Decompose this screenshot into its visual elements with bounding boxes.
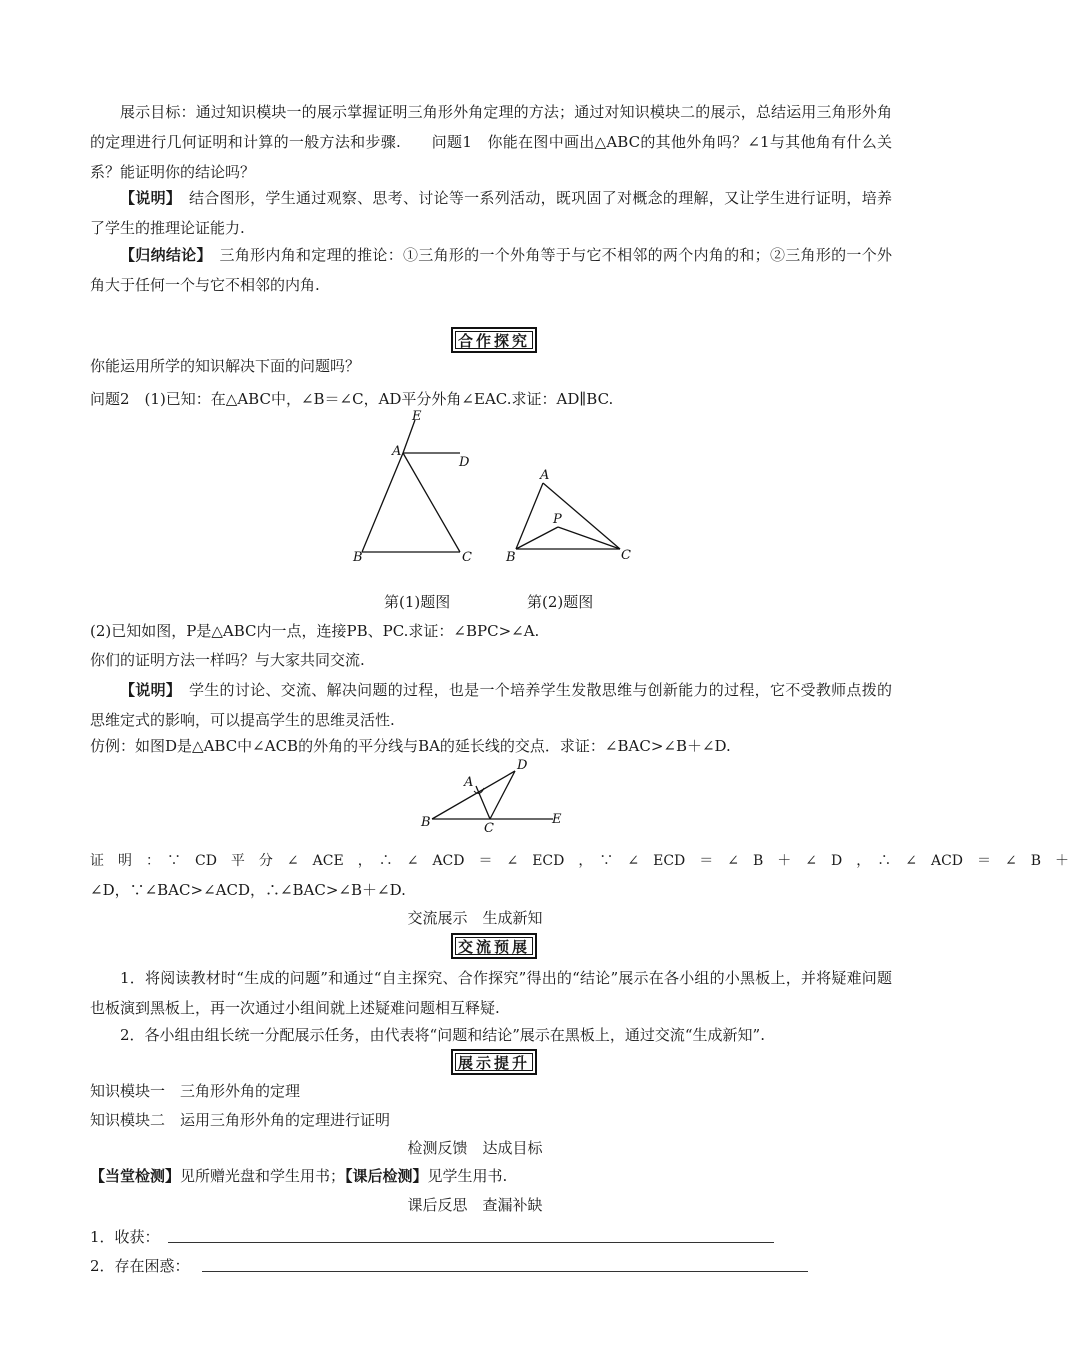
fig2-label-b: B [506,550,516,565]
summary-text: 三角形内角和定理的推论：①三角形的一个外角等于与它不相邻的两个内角的和；②三角形的一个外角大于任何一个与它不相邻的内角. [90,246,892,294]
note-label: 【说明】 [120,189,174,207]
note-paragraph-2 [90,675,892,735]
fig3-label-c: C [484,821,494,836]
fig2-label-a: A [540,468,550,483]
exchange-item-1: 1．将阅读教材时“生成的问题”和通过“自主探究、合作探究”得出的“结论”展示在各小组的小黑板上，并将疑难问题也板演到黑板上，再一次通过小组间就上述疑难问题相互释疑. [90,969,892,1017]
note-text-2: 学生的讨论、交流、解决问题的过程，也是一个培养学生发散思维与创新能力的过程，它不受教师点拨的思维定式的影响，可以提高学生的思维灵活性. [90,681,892,729]
proof-line-1: 证 明 ： ∵ CD 平 分 ∠ ACE ， ∴ ∠ ACD ＝ ∠ ECD ， ∵ ∠ ECD ＝ ∠ B ＋ ∠ D ， ∴ ∠ ACD ＝ ∠ B ＋ [90,853,1069,869]
fig2-label-p: P [553,512,562,527]
check-line [90,1163,507,1189]
fig3-label-b: B [421,815,431,830]
fig1-label-e: E [412,409,422,424]
after-class-check-text: 见学生用书. [427,1167,508,1185]
fig3-label-a: A [464,775,474,790]
exchange-item-2: 2．各小组由组长统一分配展示任务，由代表将“问题和结论”展示在黑板上，通过交流“生成新知”. [120,1026,765,1044]
class-check-text: 见所赠光盘和学生用书； [180,1167,346,1185]
display-goal-paragraph: 展示目标：通过知识模块一的展示掌握证明三角形外角定理的方法；通过对知识模块二的展示，总结运用三角形外角的定理进行几何证明和计算的一般方法和步骤. 问题1 你能在图中画出△ABC的其他外角吗？∠1与其他角有什么关系？能证明你的结论吗？ [90,103,892,181]
summary-paragraph [90,240,892,300]
question-2-part-3: 你们的证明方法一样吗？与大家共同交流. [90,651,365,669]
gains-fill-line[interactable] [168,1241,774,1243]
fig3-label-d: D [517,758,528,773]
fig3-label-e: E [552,812,562,827]
example-problem: 仿例：如图D是△ABC中∠ACB的外角的平分线与BA的延长线的交点．求证：∠BAC>∠B＋∠D. [90,737,731,755]
question-2-part-1: 问题2 (1)已知：在△ABC中，∠B＝∠C，AD平分外角∠EAC.求证：AD∥BC. [90,390,614,408]
section-heading-reflect: 课后反思 查漏补缺 [407,1196,543,1214]
fig1-label-c: C [462,550,472,565]
tag-display-improve: 展示提升 [451,1049,537,1075]
question-2-part-2: (2)已知如图，P是△ABC内一点，连接PB、PC.求证：∠BPC>∠A. [90,622,540,640]
figure-1-caption: 第(1)题图 [384,593,451,611]
confusion-fill-line[interactable] [202,1270,808,1272]
summary-label: 【归纳结论】 [120,246,205,264]
figure-3-diagram [418,755,578,835]
knowledge-module-2: 知识模块二 运用三角形外角的定理进行证明 [90,1111,391,1129]
fig1-label-d: D [459,455,470,470]
section-heading-exchange: 交流展示 生成新知 [407,909,543,927]
reflect-confusion-label: 2．存在困惑： [90,1257,190,1275]
reflect-gains-label: 1．收获： [90,1228,160,1246]
proof-line-2: ∠D，∵∠BAC>∠ACD，∴∠BAC>∠B＋∠D. [90,881,406,899]
note-text: 结合图形，学生通过观察、思考、讨论等一系列活动，既巩固了对概念的理解，又让学生进行证明，培养了学生的推理论证能力. [90,189,892,237]
figure-2-diagram [500,465,640,570]
question-intro: 你能运用所学的知识解决下面的问题吗？ [90,357,361,375]
tag-cooperative-inquiry: 合作探究 [451,327,537,353]
note-label-2: 【说明】 [120,681,174,699]
figure-1-diagram [340,410,490,570]
class-check-label: 【当堂检测】 [90,1167,181,1185]
note-paragraph-1 [90,183,892,243]
figure-2-caption: 第(2)题图 [527,593,594,611]
fig1-label-a: A [392,444,402,459]
after-class-check-label: 【课后检测】 [345,1167,428,1185]
fig1-label-b: B [353,550,363,565]
fig2-label-c: C [621,548,631,563]
tag-exchange-preview: 交流预展 [451,933,537,959]
knowledge-module-1: 知识模块一 三角形外角的定理 [90,1082,301,1100]
section-heading-check: 检测反馈 达成目标 [407,1139,543,1157]
